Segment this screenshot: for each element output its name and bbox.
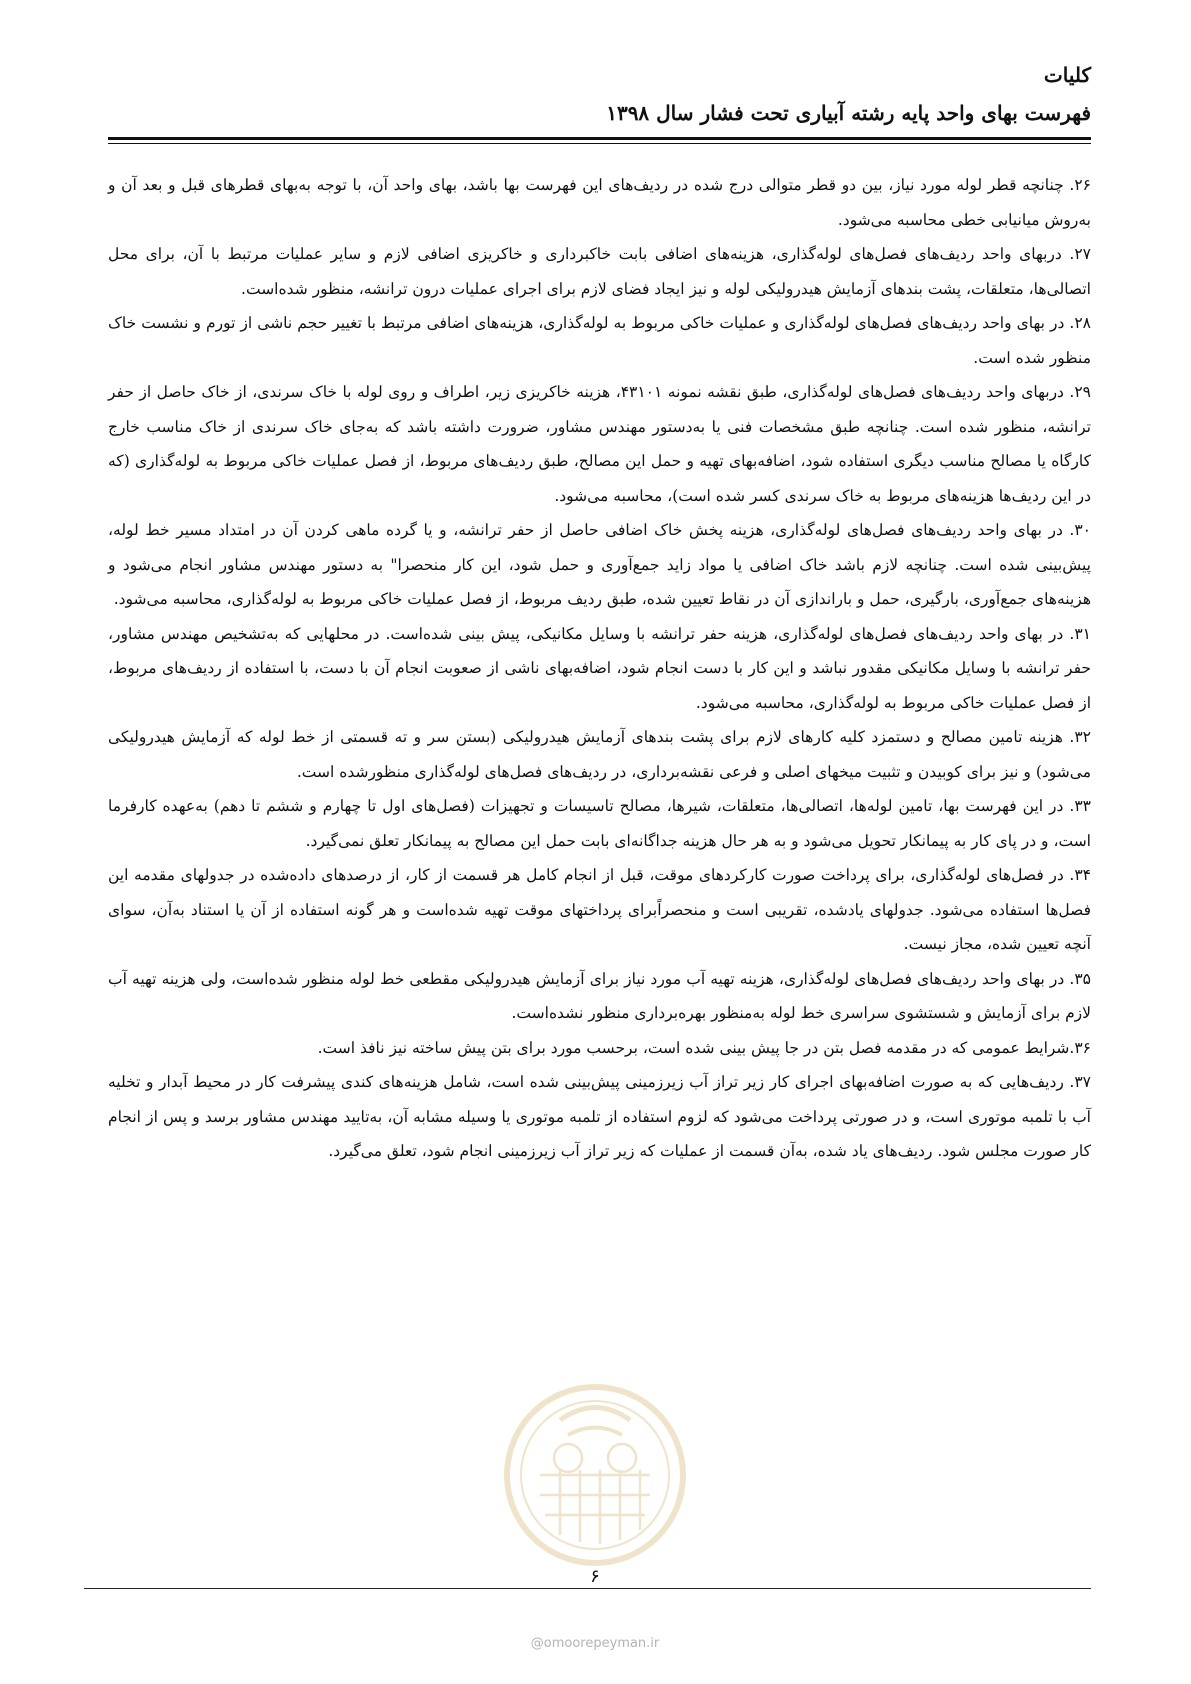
body-text <box>108 168 1091 1169</box>
footer-divider <box>84 1588 1091 1589</box>
section-title: کلیات <box>1043 63 1091 87</box>
paragraph-35: ۳۵. در بهای واحد ردیف‌های فصل‌های لوله‌گذاری، هزینه تهیه آب مورد نیاز برای آزمایش هیدرولیکی مقطعی خط لوله منظور شده‌است، ولی هزینه تهیه آب لازم برای آزمایش و شستشوی سراسری خط لوله به‌منظور بهره‌برداری منظور نشده‌است. <box>108 969 1091 1022</box>
paragraph-37: ۳۷. ردیف‌هایی که به صورت اضافه‌بهای اجرای کار زیر تراز آب زیرزمینی پیش‌بینی شده است، شامل هزینه‌های کندی پیشرفت کار در محیط آبدار و تخلیه آب با تلمبه موتوری است، و در صورتی پرداخت می‌شود که لزوم استفاده از تلمبه موتوری یا وسیله مشابه آن، به‌تایید مهندس مشاور برسد و پس از انجام کار صورت مجلس شود. ردیف‌های یاد شده، به‌آن قسمت از عملیات که زیر تراز آب زیرزمینی انجام شود، تعلق می‌گیرد. <box>108 1073 1091 1160</box>
paragraph-30: ۳۰. در بهای واحد ردیف‌های فصل‌های لوله‌گذاری، هزینه پخش خاک اضافی حاصل از حفر ترانشه، و یا گرده ماهی کردن آن در امتداد مسیر خط لوله، پیش‌بینی شده است. چنانچه لازم باشد خاک اضافی یا مواد زاید جمع‌آوری و حمل شود، این کار منحصرا" به دستور مهندس مشاور انجام می‌شود و هزینه‌های جمع‌آوری، بارگیری، حمل و باراندازی آن در نقاط تعیین شده، طبق ردیف مربوط، از فصل عملیات خاکی مربوط به لوله‌گذاری، محاسبه می‌شود. <box>108 521 1091 608</box>
document-title: فهرست بهای واحد پایه رشته آبیاری تحت فشار سال ۱۳۹۸ <box>606 101 1091 125</box>
paragraph-28: ۲۸. در بهای واحد ردیف‌های فصل‌های لوله‌گذاری و عملیات خاکی مربوط به لوله‌گذاری، هزینه‌های اضافی مرتبط با تغییر حجم ناشی از تورم و نشست خاک منظور شده است. <box>108 314 1091 367</box>
paragraph-31: ۳۱. در بهای واحد ردیف‌های فصل‌های لوله‌گذاری، هزینه حفر ترانشه با وسایل مکانیکی، پیش بینی شده‌است. در محلهایی که به‌تشخیص مهندس مشاور، حفر ترانشه با وسایل مکانیکی مقدور نباشد و این کار با دست انجام شود، اضافه‌بهای ناشی از صعوبت انجام آن با دست، با استفاده از ردیف‌های مربوط، از فصل عملیات خاکی مربوط به لوله‌گذاری، محاسبه می‌شود. <box>108 624 1091 712</box>
footer-website: @omoorepeyman.ir <box>530 1636 660 1651</box>
header-divider-thin <box>108 143 1091 144</box>
paragraph-26: ۲۶. چنانچه قطر لوله مورد نیاز، بین دو قطر متوالی درج شده در ردیف‌های این فهرست بها باشد، بهای واحد آن، با توجه به‌بهای قطرهای قبل و بعد آن و به‌روش میانیابی خطی محاسبه می‌شود. <box>108 176 1091 229</box>
page-header <box>108 60 1091 128</box>
paragraph-29: ۲۹. دربهای واحد ردیف‌های فصل‌های لوله‌گذاری، طبق نقشه نمونه ۴۳۱۰۱، هزینه خاکریزی زیر، اطراف و روی لوله با خاک سرندی، از خاک حاصل از حفر ترانشه، منظور شده است. چنانچه طبق مشخصات فنی یا به‌دستور مهندس مشاور، ضرورت داشته باشد که به‌جای خاک سرندی از خاک مناسب خارج کارگاه یا مصالح مناسب دیگری استفاده شود، اضافه‌بهای تهیه و حمل این مصالح، طبق ردیف‌های مربوط، از فصل عملیات خاکی مربوط به لوله‌گذاری (که در این ردیف‌ها هزینه‌های مربوط به خاک سرندی کسر شده است)، محاسبه می‌شود. <box>108 383 1092 505</box>
page-number: ۶ <box>590 1566 600 1587</box>
paragraph-33: ۳۳. در این فهرست بها، تامین لوله‌ها، اتصالی‌ها، متعلقات، شیرها، مصالح تاسیسات و تجهیزات (فصل‌های اول تا چهارم و ششم تا دهم) به‌عهده کارفرما است، و در پای کار به پیمانکار تحویل می‌شود و به هر حال هزینه جداگانه‌ای بابت حمل این مصالح به پیمانکار تعلق نمی‌گیرد. <box>108 797 1091 850</box>
paragraph-27: ۲۷. دربهای واحد ردیف‌های فصل‌های لوله‌گذاری، هزینه‌های اضافی بابت خاکبرداری و خاکریزی اضافی لازم و سایر عملیات مرتبط با آن، برای محل اتصالی‌ها، متعلقات، پشت بندهای آزمایش هیدرولیکی لوله و نیز ایجاد فضای لازم برای اجرای عملیات درون ترانشه، منظور شده‌است. <box>108 245 1091 298</box>
seal-watermark-icon <box>500 1380 690 1570</box>
paragraph-34: ۳۴. در فصل‌های لوله‌گذاری، برای پرداخت صورت کارکردهای موقت، قبل از انجام کامل هر قسمت از کار، از درصدهای داده‌شده در جدولهای مقدمه این فصل‌ها استفاده می‌شود. جدولهای یادشده، تقریبی است و منحصراًبرای پرداختهای موقت تهیه شده‌است و هر گونه استفاده از آن یا استناد به‌آن، سوای آنچه تعیین شده، مجاز نیست. <box>108 866 1091 953</box>
header-divider <box>108 137 1091 140</box>
paragraph-32: ۳۲. هزینه تامین مصالح و دستمزد کلیه کارهای لازم برای پشت بندهای آزمایش هیدرولیکی (بستن سر و ته قسمتی از خط لوله که آزمایش هیدرولیکی می‌شود) و نیز برای کوبیدن و تثبیت میخهای اصلی و فرعی نقشه‌برداری، در ردیف‌های فصل‌های لوله‌گذاری منظورشده است. <box>108 728 1091 781</box>
paragraph-36: ۳۶.شرایط عمومی که در مقدمه فصل بتن در جا پیش بینی شده است، برحسب مورد برای بتن پیش ساخته نیز نافذ است. <box>317 1038 1091 1057</box>
